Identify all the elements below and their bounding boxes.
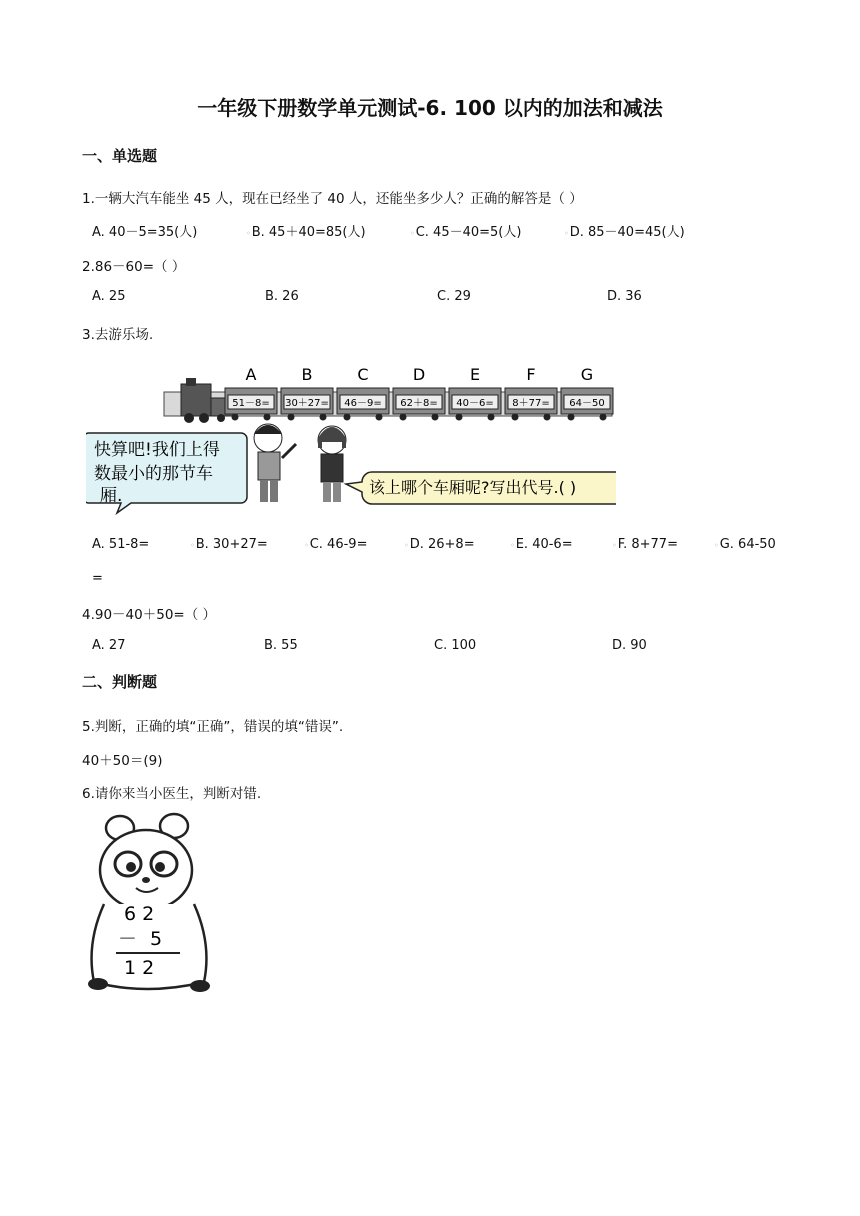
bullet-dot-icon: ◦ bbox=[246, 229, 251, 238]
q2-option-d[interactable]: D. 36 bbox=[607, 289, 642, 304]
q3-option-a[interactable]: A. 51-8= bbox=[92, 537, 150, 552]
bullet-dot-icon: ◦ bbox=[714, 541, 719, 550]
calc-result: 1 2 bbox=[124, 957, 155, 979]
girl-figure-icon bbox=[318, 426, 346, 502]
train-car-f bbox=[505, 365, 557, 421]
train-car-expression: 46－9= bbox=[344, 398, 382, 409]
q3-option-c[interactable]: ◦C. 46-9= bbox=[304, 537, 368, 552]
train-car-expression: 64－50 bbox=[569, 398, 605, 409]
bullet-dot-icon: ◦ bbox=[404, 541, 409, 550]
train-car-expression: 51－8= bbox=[232, 398, 270, 409]
q1-option-d[interactable]: ◦D. 85－40=45(人) bbox=[564, 225, 685, 240]
train-car-letter: F bbox=[526, 365, 536, 384]
train-car-expression: 40－6= bbox=[456, 398, 494, 409]
question-2-stem: 2.86－60=（ ） bbox=[82, 259, 186, 275]
q3-option-g[interactable]: ◦G. 64-50 bbox=[714, 537, 776, 552]
train-car-expression: 30＋27= bbox=[285, 398, 329, 409]
bubble-left-line-2: 数最小的那节车 bbox=[94, 464, 213, 484]
train-car-b bbox=[281, 365, 333, 421]
train-car-letter: G bbox=[580, 365, 594, 384]
bubble-left-line-3: 厢. bbox=[100, 486, 123, 506]
bullet-dot-icon: ◦ bbox=[304, 541, 309, 550]
q2-option-a[interactable]: A. 25 bbox=[92, 289, 126, 304]
question-3-stem: 3.去游乐场. bbox=[82, 327, 154, 343]
q1-option-a[interactable]: A. 40－5=35(人) bbox=[92, 225, 198, 240]
q3-option-d[interactable]: ◦D. 26+8= bbox=[404, 537, 475, 552]
train-car-letter: D bbox=[412, 365, 426, 384]
bubble-left-line-1: 快算吧!我们上得 bbox=[94, 440, 220, 460]
q4-option-a[interactable]: A. 27 bbox=[92, 638, 126, 653]
bullet-dot-icon: ◦ bbox=[410, 229, 415, 238]
calc-subtrahend: 5 bbox=[150, 928, 163, 950]
train-car-expression: 62＋8= bbox=[400, 398, 438, 409]
bullet-dot-icon: ◦ bbox=[612, 541, 617, 550]
question-5-expression: 40＋50＝(9) bbox=[82, 753, 163, 769]
q4-option-b[interactable]: B. 55 bbox=[264, 638, 298, 653]
train-car-c bbox=[337, 365, 389, 421]
train-car-a bbox=[225, 365, 277, 421]
q3-option-f[interactable]: ◦F. 8+77= bbox=[612, 537, 678, 552]
q3-option-b[interactable]: ◦B. 30+27= bbox=[190, 537, 268, 552]
bullet-dot-icon: ◦ bbox=[564, 229, 569, 238]
bullet-dot-icon: ◦ bbox=[510, 541, 515, 550]
q4-option-d[interactable]: D. 90 bbox=[612, 638, 647, 653]
train-car-letter: C bbox=[357, 365, 369, 384]
calc-top-number: 6 2 bbox=[124, 903, 155, 925]
panda-eye-right bbox=[155, 862, 165, 872]
question-6-stem: 6.请你来当小医生，判断对错. bbox=[82, 786, 262, 802]
train-car-letter: A bbox=[245, 365, 257, 384]
q2-option-b[interactable]: B. 26 bbox=[265, 289, 299, 304]
bullet-dot-icon: ◦ bbox=[190, 541, 195, 550]
calc-operator: － bbox=[118, 928, 138, 950]
question-1-stem: 1.一辆大汽车能坐 45 人，现在已经坐了 40 人，还能坐多少人？正确的解答是（ ） bbox=[82, 191, 583, 207]
boy-figure-icon bbox=[254, 424, 296, 502]
train-car-e bbox=[449, 365, 501, 421]
train-car-letter: E bbox=[469, 365, 481, 384]
q2-option-c[interactable]: C. 29 bbox=[437, 289, 471, 304]
q3-option-g-tail: = bbox=[92, 571, 103, 586]
train-car-letter: B bbox=[301, 365, 313, 384]
train-illustration bbox=[86, 360, 616, 520]
bubble-right-text: 该上哪个车厢呢?写出代号.( ) bbox=[369, 478, 577, 497]
page-title: 一年级下册数学单元测试-6. 100 以内的加法和减法 bbox=[197, 96, 663, 120]
question-5-stem: 5.判断，正确的填“正确”，错误的填“错误”. bbox=[82, 719, 344, 735]
train-car-g bbox=[561, 365, 613, 421]
q3-option-e[interactable]: ◦E. 40-6= bbox=[510, 537, 573, 552]
q4-option-c[interactable]: C. 100 bbox=[434, 638, 477, 653]
section-heading-true-false: 二、判断题 bbox=[82, 673, 158, 691]
train-car-expression: 8＋77= bbox=[512, 398, 550, 409]
panda-eye-left bbox=[126, 862, 136, 872]
section-heading-single-choice: 一、单选题 bbox=[82, 147, 158, 165]
panda-doctor-illustration bbox=[84, 812, 214, 1002]
panda-head bbox=[100, 830, 192, 910]
q1-option-c[interactable]: ◦C. 45－40=5(人) bbox=[410, 225, 522, 240]
question-4-stem: 4.90－40＋50=（ ） bbox=[82, 607, 217, 623]
q1-option-b[interactable]: ◦B. 45＋40=85(人) bbox=[246, 225, 366, 240]
train-car-d bbox=[393, 365, 445, 421]
